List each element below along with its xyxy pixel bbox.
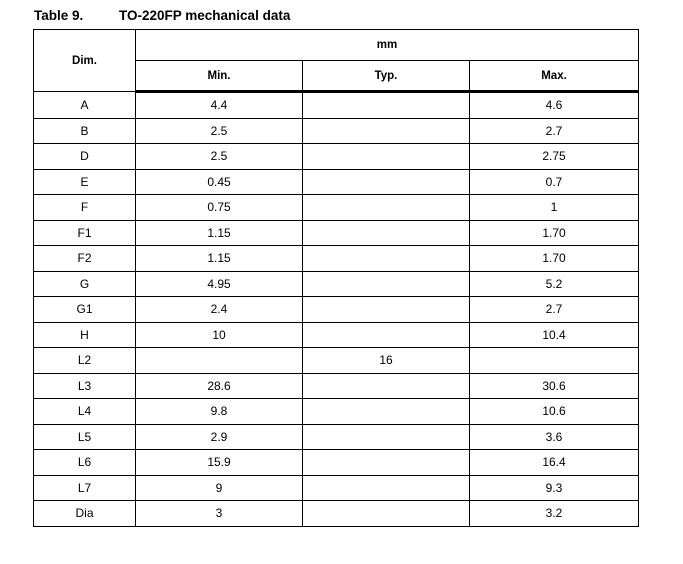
cell-min: 2.4 (136, 297, 303, 323)
cell-min: 15.9 (136, 450, 303, 476)
table-row (34, 450, 639, 476)
table-row (34, 322, 639, 348)
cell-min: 9.8 (136, 399, 303, 425)
cell-typ (303, 118, 470, 144)
header-typ: Typ. (303, 61, 470, 92)
cell-typ (303, 322, 470, 348)
table-header (34, 30, 639, 92)
table-row (34, 195, 639, 221)
header-max: Max. (470, 61, 639, 92)
cell-dim: H (34, 322, 136, 348)
cell-min: 1.15 (136, 220, 303, 246)
cell-dim: L7 (34, 475, 136, 501)
cell-max: 10.6 (470, 399, 639, 425)
table-row (34, 373, 639, 399)
table-row (34, 220, 639, 246)
cell-typ (303, 297, 470, 323)
cell-typ (303, 475, 470, 501)
table-caption (34, 8, 290, 23)
cell-dim: G1 (34, 297, 136, 323)
cell-typ (303, 424, 470, 450)
cell-dim: L3 (34, 373, 136, 399)
cell-min: 0.45 (136, 169, 303, 195)
cell-min: 28.6 (136, 373, 303, 399)
cell-typ (303, 246, 470, 272)
cell-max: 3.2 (470, 501, 639, 527)
table-row (34, 348, 639, 374)
cell-dim: E (34, 169, 136, 195)
cell-min: 2.5 (136, 118, 303, 144)
cell-min (136, 348, 303, 374)
table-row (34, 475, 639, 501)
cell-dim: D (34, 144, 136, 170)
table-row (34, 169, 639, 195)
cell-dim: B (34, 118, 136, 144)
table-row (34, 271, 639, 297)
table-row (34, 144, 639, 170)
table-row (34, 399, 639, 425)
table-row (34, 501, 639, 527)
table-title: TO-220FP mechanical data (119, 8, 291, 23)
cell-max: 0.7 (470, 169, 639, 195)
table-row (34, 424, 639, 450)
cell-min: 4.95 (136, 271, 303, 297)
cell-max: 3.6 (470, 424, 639, 450)
cell-max: 1.70 (470, 220, 639, 246)
cell-max: 2.7 (470, 118, 639, 144)
cell-dim: F (34, 195, 136, 221)
cell-max: 30.6 (470, 373, 639, 399)
cell-typ (303, 399, 470, 425)
header-row-units (34, 30, 639, 61)
cell-dim: Dia (34, 501, 136, 527)
cell-min: 2.9 (136, 424, 303, 450)
cell-typ: 16 (303, 348, 470, 374)
cell-dim: A (34, 92, 136, 119)
cell-min: 9 (136, 475, 303, 501)
header-dim: Dim. (34, 30, 136, 92)
cell-max: 1.70 (470, 246, 639, 272)
cell-typ (303, 169, 470, 195)
cell-dim: F1 (34, 220, 136, 246)
cell-max: 16.4 (470, 450, 639, 476)
cell-dim: L6 (34, 450, 136, 476)
cell-typ (303, 501, 470, 527)
cell-max: 2.7 (470, 297, 639, 323)
cell-typ (303, 144, 470, 170)
cell-min: 3 (136, 501, 303, 527)
cell-dim: G (34, 271, 136, 297)
table-row (34, 92, 639, 119)
cell-min: 0.75 (136, 195, 303, 221)
cell-typ (303, 271, 470, 297)
cell-min: 10 (136, 322, 303, 348)
cell-typ (303, 373, 470, 399)
cell-max: 5.2 (470, 271, 639, 297)
cell-typ (303, 92, 470, 119)
cell-typ (303, 195, 470, 221)
cell-typ (303, 220, 470, 246)
mechanical-data-table (33, 29, 639, 527)
cell-dim: L4 (34, 399, 136, 425)
cell-min: 1.15 (136, 246, 303, 272)
cell-min: 2.5 (136, 144, 303, 170)
cell-max: 1 (470, 195, 639, 221)
cell-max: 9.3 (470, 475, 639, 501)
cell-dim: L5 (34, 424, 136, 450)
cell-max: 2.75 (470, 144, 639, 170)
table-body (34, 92, 639, 527)
header-min: Min. (136, 61, 303, 92)
cell-max: 4.6 (470, 92, 639, 119)
cell-max (470, 348, 639, 374)
cell-typ (303, 450, 470, 476)
table-row (34, 118, 639, 144)
table-row (34, 297, 639, 323)
table-number: Table 9. (34, 8, 84, 23)
cell-max: 10.4 (470, 322, 639, 348)
header-unit-mm: mm (136, 30, 639, 61)
cell-dim: F2 (34, 246, 136, 272)
table-row (34, 246, 639, 272)
cell-dim: L2 (34, 348, 136, 374)
cell-min: 4.4 (136, 92, 303, 119)
